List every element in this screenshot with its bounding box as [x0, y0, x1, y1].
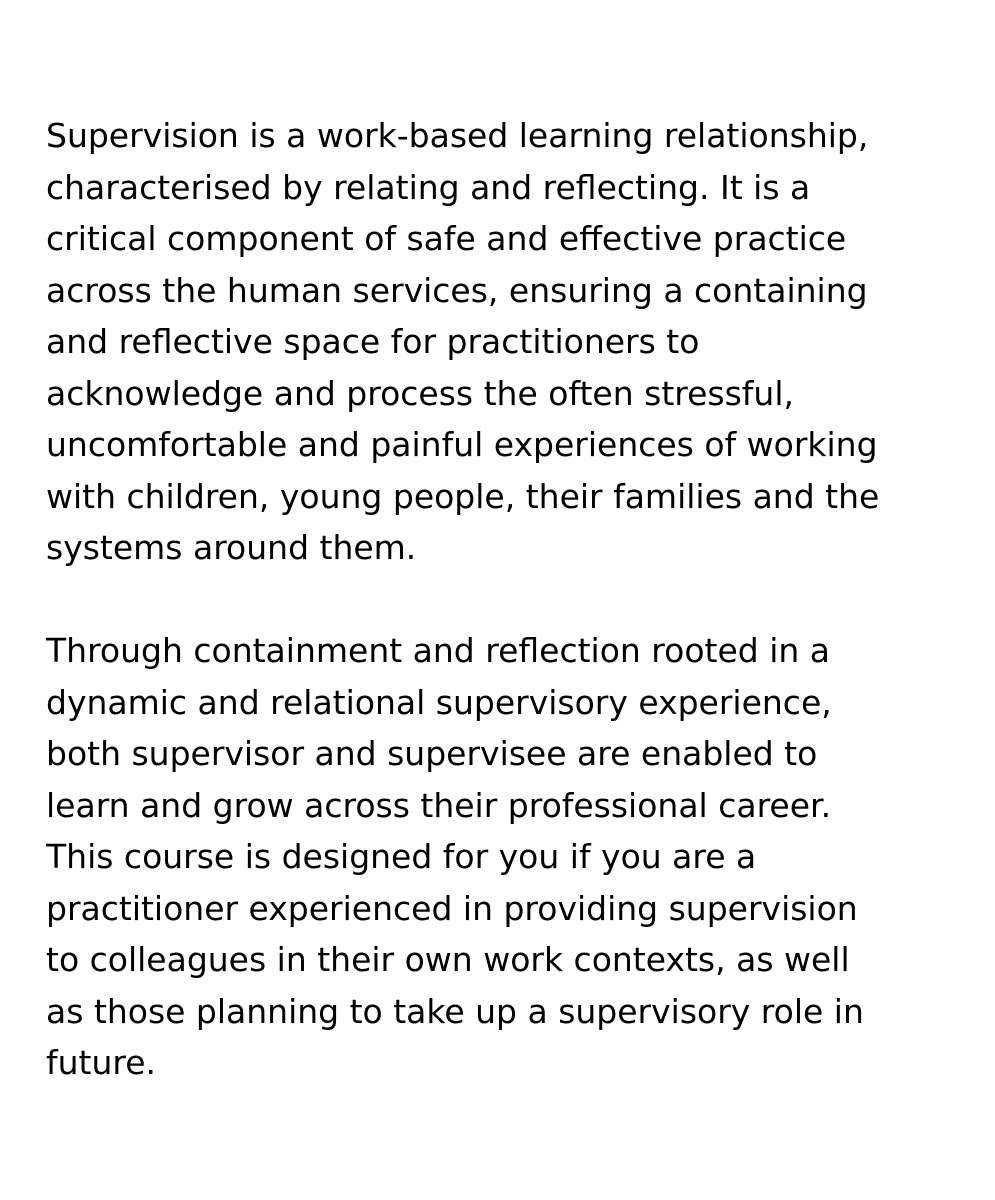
body-text: [46, 110, 966, 1089]
text-line: acknowledge and process the often stressful,: [46, 373, 794, 413]
text-line: with children, young people, their families and the: [46, 476, 880, 516]
text-line: and reflective space for practitioners to: [46, 322, 700, 361]
text-line: across the human services, ensuring a containing: [46, 270, 868, 310]
text-line: characterised by relating and reflecting. It is a: [46, 167, 811, 207]
text-line: dynamic and relational supervisory experience,: [46, 682, 832, 722]
text-line: to colleagues in their own work contexts, as well: [46, 940, 850, 979]
paragraph-supervision-definition: [46, 110, 966, 574]
text-line: both supervisor and supervisee are enabled to: [46, 734, 818, 773]
text-line: Supervision is a work-based learning relationship,: [46, 116, 869, 155]
text-line: critical component of safe and effective practice: [46, 219, 847, 258]
paragraph-course-audience: [46, 625, 966, 1089]
text-line: systems around them.: [46, 528, 417, 567]
text-line: Through containment and reflection rooted in a: [46, 631, 831, 670]
text-line: learn and grow across their professional career.: [46, 785, 832, 825]
text-line: This course is designed for you if you are a: [46, 837, 757, 876]
paragraph-spacer: [46, 574, 966, 626]
text-line: as those planning to take up a supervisory role in: [46, 991, 864, 1031]
text-line: future.: [46, 1043, 157, 1082]
text-line: practitioner experienced in providing supervision: [46, 888, 858, 928]
text-line: uncomfortable and painful experiences of working: [46, 425, 878, 464]
